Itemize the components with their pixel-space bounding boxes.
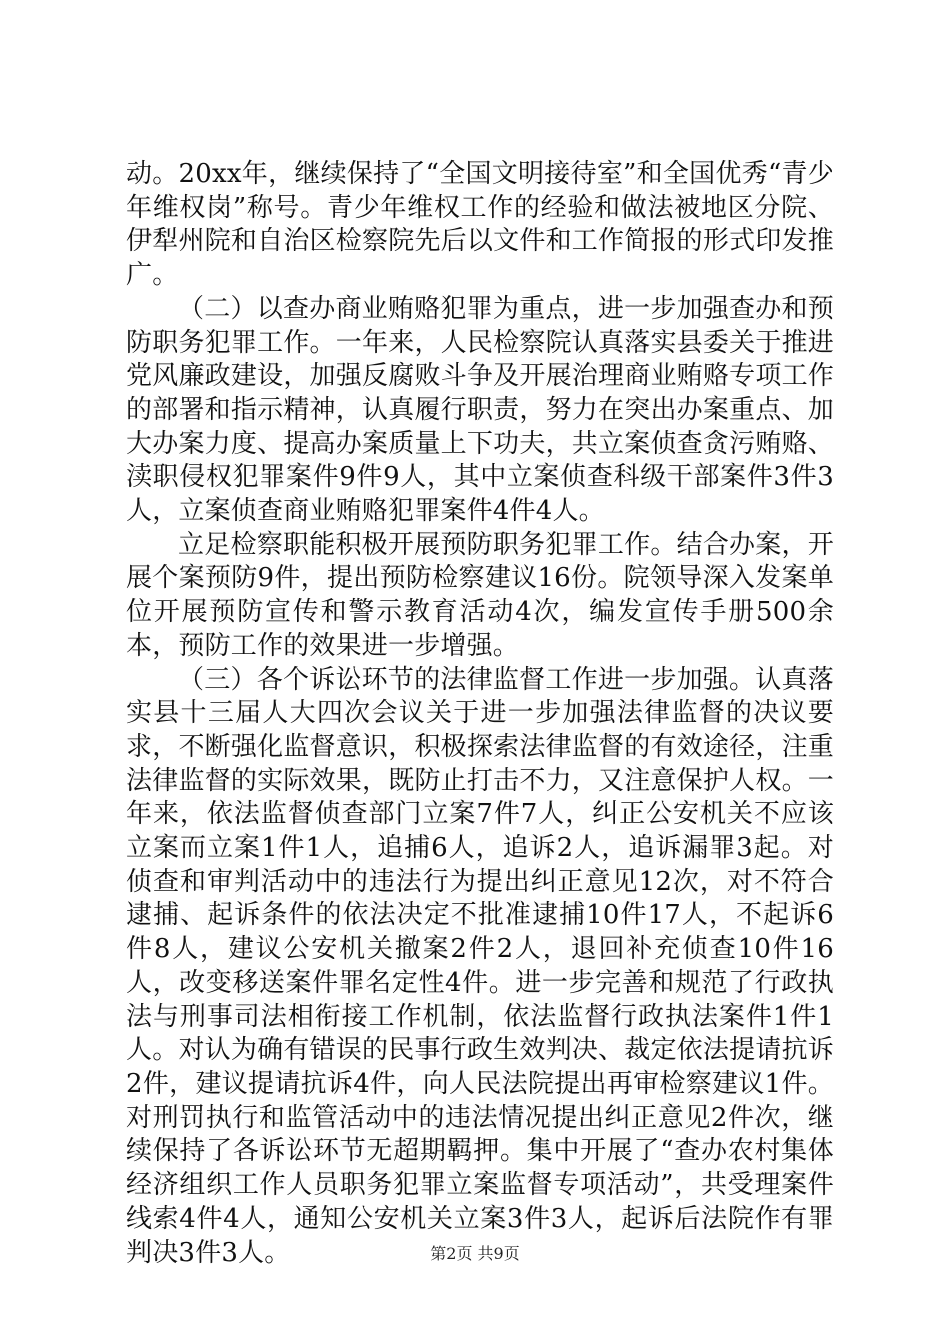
- document-body: [126, 158, 834, 1270]
- paragraph-continuation: 动。20xx年，继续保持了“全国文明接待室”和全国优秀“青少年维权岗”称号。青少年维权工作的经验和做法被地区分院、伊犁州院和自治区检察院先后以文件和工作简报的形式印发推广。: [126, 159, 834, 291]
- page-footer: 第2页 共9页: [430, 1244, 520, 1263]
- paragraph-commercial-bribery: （二）以查办商业贿赂犯罪为重点，进一步加强查办和预防职务犯罪工作。一年来，人民检察院认真落实县委关于推进党风廉政建设，加强反腐败斗争及开展治理商业贿赂专项工作的部署和指示精神，认真履行职责，努力在突出办案重点、加大办案力度、提高办案质量上下功夫，共立案侦查贪污贿赂、渎职侵权犯罪案件9件9人，其中立案侦查科级干部案件3件3人，立案侦查商业贿赂犯罪案件4件4人。: [126, 293, 834, 527]
- paragraph-crime-prevention: 立足检察职能积极开展预防职务犯罪工作。结合办案，开展个案预防9件，提出预防检察建议16份。院领导深入发案单位开展预防宣传和警示教育活动4次，编发宣传手册500余本，预防工作的效果进一步增强。: [126, 529, 834, 661]
- paragraph-legal-supervision: （三）各个诉讼环节的法律监督工作进一步加强。认真落实县十三届人大四次会议关于进一步加强法律监督的决议要求，不断强化监督意识，积极探索法律监督的有效途径，注重法律监督的实际效果，既防止打击不力，又注意保护人权。一年来，依法监督侦查部门立案7件7人，纠正公安机关不应该立案而立案1件1人，追捕6人，追诉2人，追诉漏罪3起。对侦查和审判活动中的违法行为提出纠正意见12次，对不符合逮捕、起诉条件的依法决定不批准逮捕10件17人，不起诉6件8人，建议公安机关撤案2件2人，退回补充侦查10件16人，改变移送案件罪名定性4件。进一步完善和规范了行政执法与刑事司法相衔接工作机制，依法监督行政执法案件1件1人。对认为确有错误的民事行政生效判决、裁定依法提请抗诉2件，建议提请抗诉4件，向人民法院提出再审检察建议1件。对刑罚执行和监管活动中的违法情况提出纠正意见2件次，继续保持了各诉讼环节无超期羁押。集中开展了“查办农村集体经济组织工作人员职务犯罪立案监督专项活动”，共受理案件线索4件4人，通知公安机关立案3件3人，起诉后法院作有罪判决3件3人。: [126, 664, 834, 1268]
